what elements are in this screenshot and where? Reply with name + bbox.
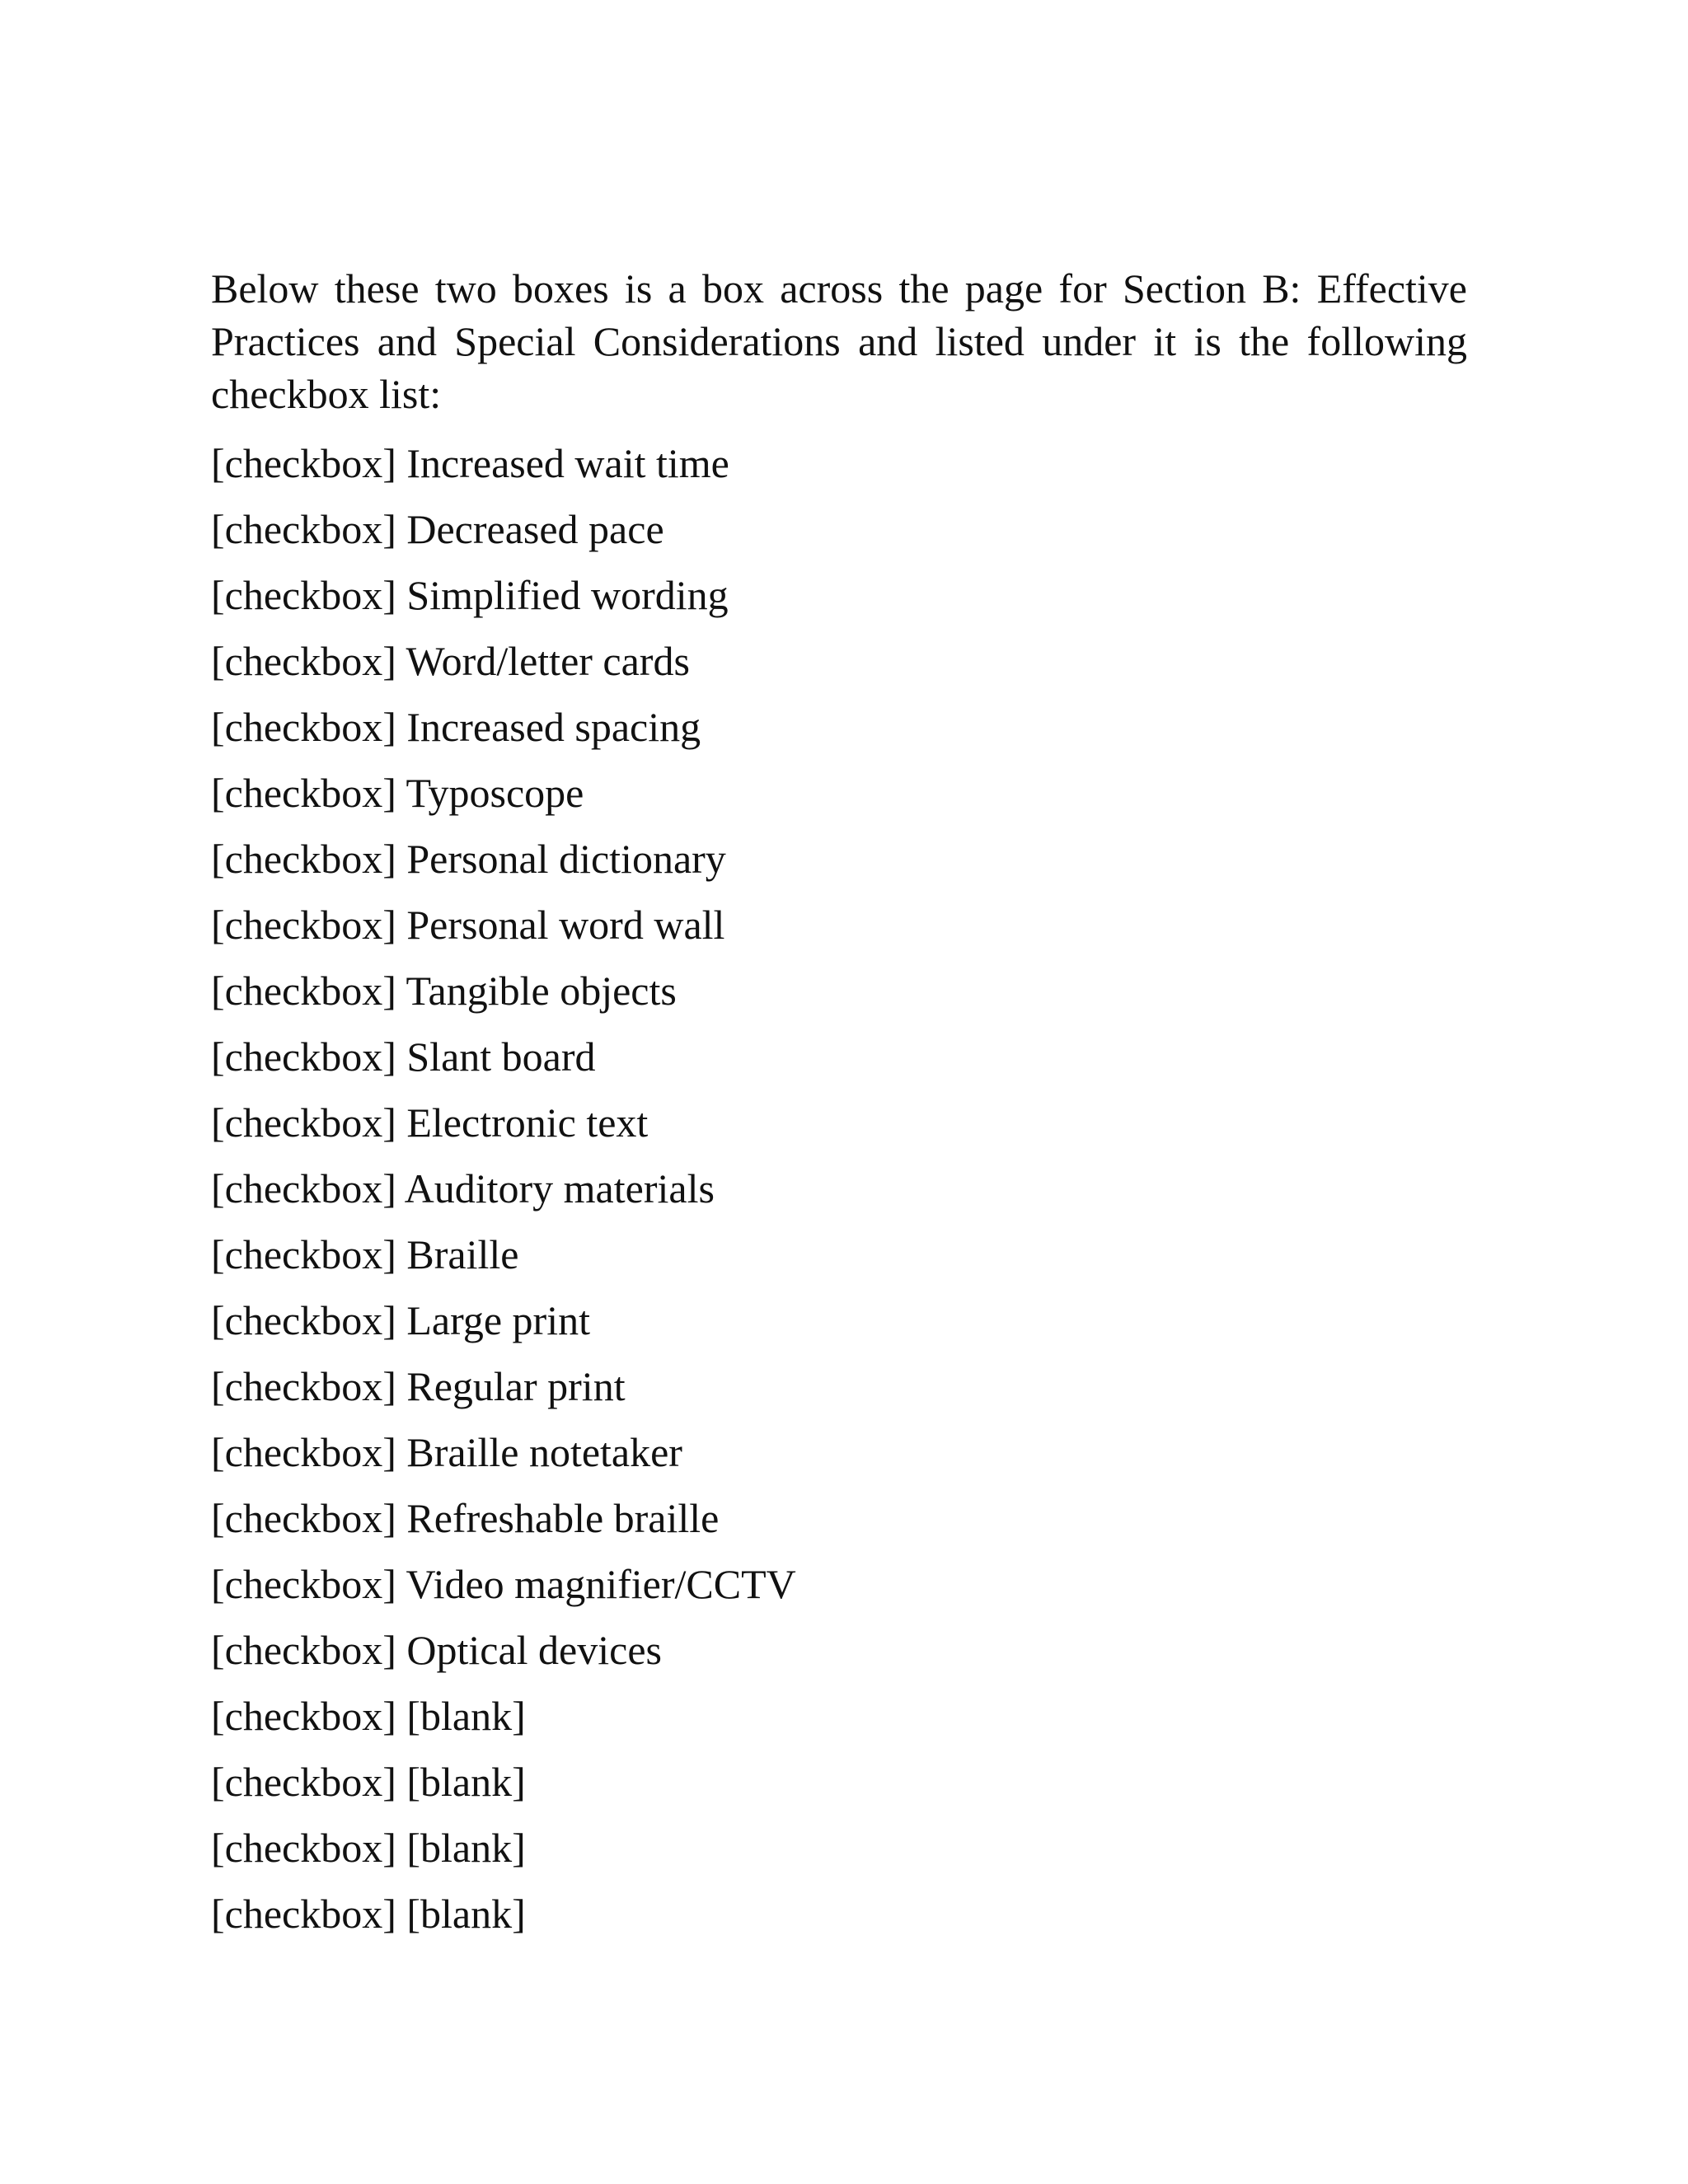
list-item: [checkbox] [blank] [211,1891,526,1937]
document-content [211,262,1467,1947]
list-item: [checkbox] Tangible objects [211,968,677,1014]
list-item: [checkbox] Auditory materials [211,1165,715,1212]
list-item: [checkbox] Word/letter cards [211,638,690,684]
list-item: [checkbox] Large print [211,1297,590,1343]
list-item: [checkbox] Regular print [211,1363,626,1409]
list-item: [checkbox] Decreased pace [211,506,664,552]
intro-paragraph: Below these two boxes is a box across the page for Section B: Effective Practices and Special Considerations and listed under it is the following checkbox list: [211,265,1467,417]
list-item: [checkbox] [blank] [211,1825,526,1871]
list-item: [checkbox] Braille [211,1231,519,1277]
list-item: [checkbox] Increased wait time [211,440,729,486]
list-item: [checkbox] Slant board [211,1033,596,1080]
list-item: [checkbox] Optical devices [211,1627,662,1673]
list-item: [checkbox] Simplified wording [211,572,729,618]
list-item: [checkbox] Typoscope [211,770,584,816]
checkbox-list [211,430,1467,1947]
list-item: [checkbox] [blank] [211,1693,526,1739]
list-item: [checkbox] Personal dictionary [211,836,726,882]
list-item: [checkbox] Refreshable braille [211,1495,720,1541]
list-item: [checkbox] Video magnifier/CCTV [211,1561,796,1607]
list-item: [checkbox] Personal word wall [211,902,725,948]
list-item: [checkbox] [blank] [211,1759,526,1805]
list-item: [checkbox] Braille notetaker [211,1429,682,1475]
list-item: [checkbox] Electronic text [211,1099,649,1146]
list-item: [checkbox] Increased spacing [211,704,701,750]
